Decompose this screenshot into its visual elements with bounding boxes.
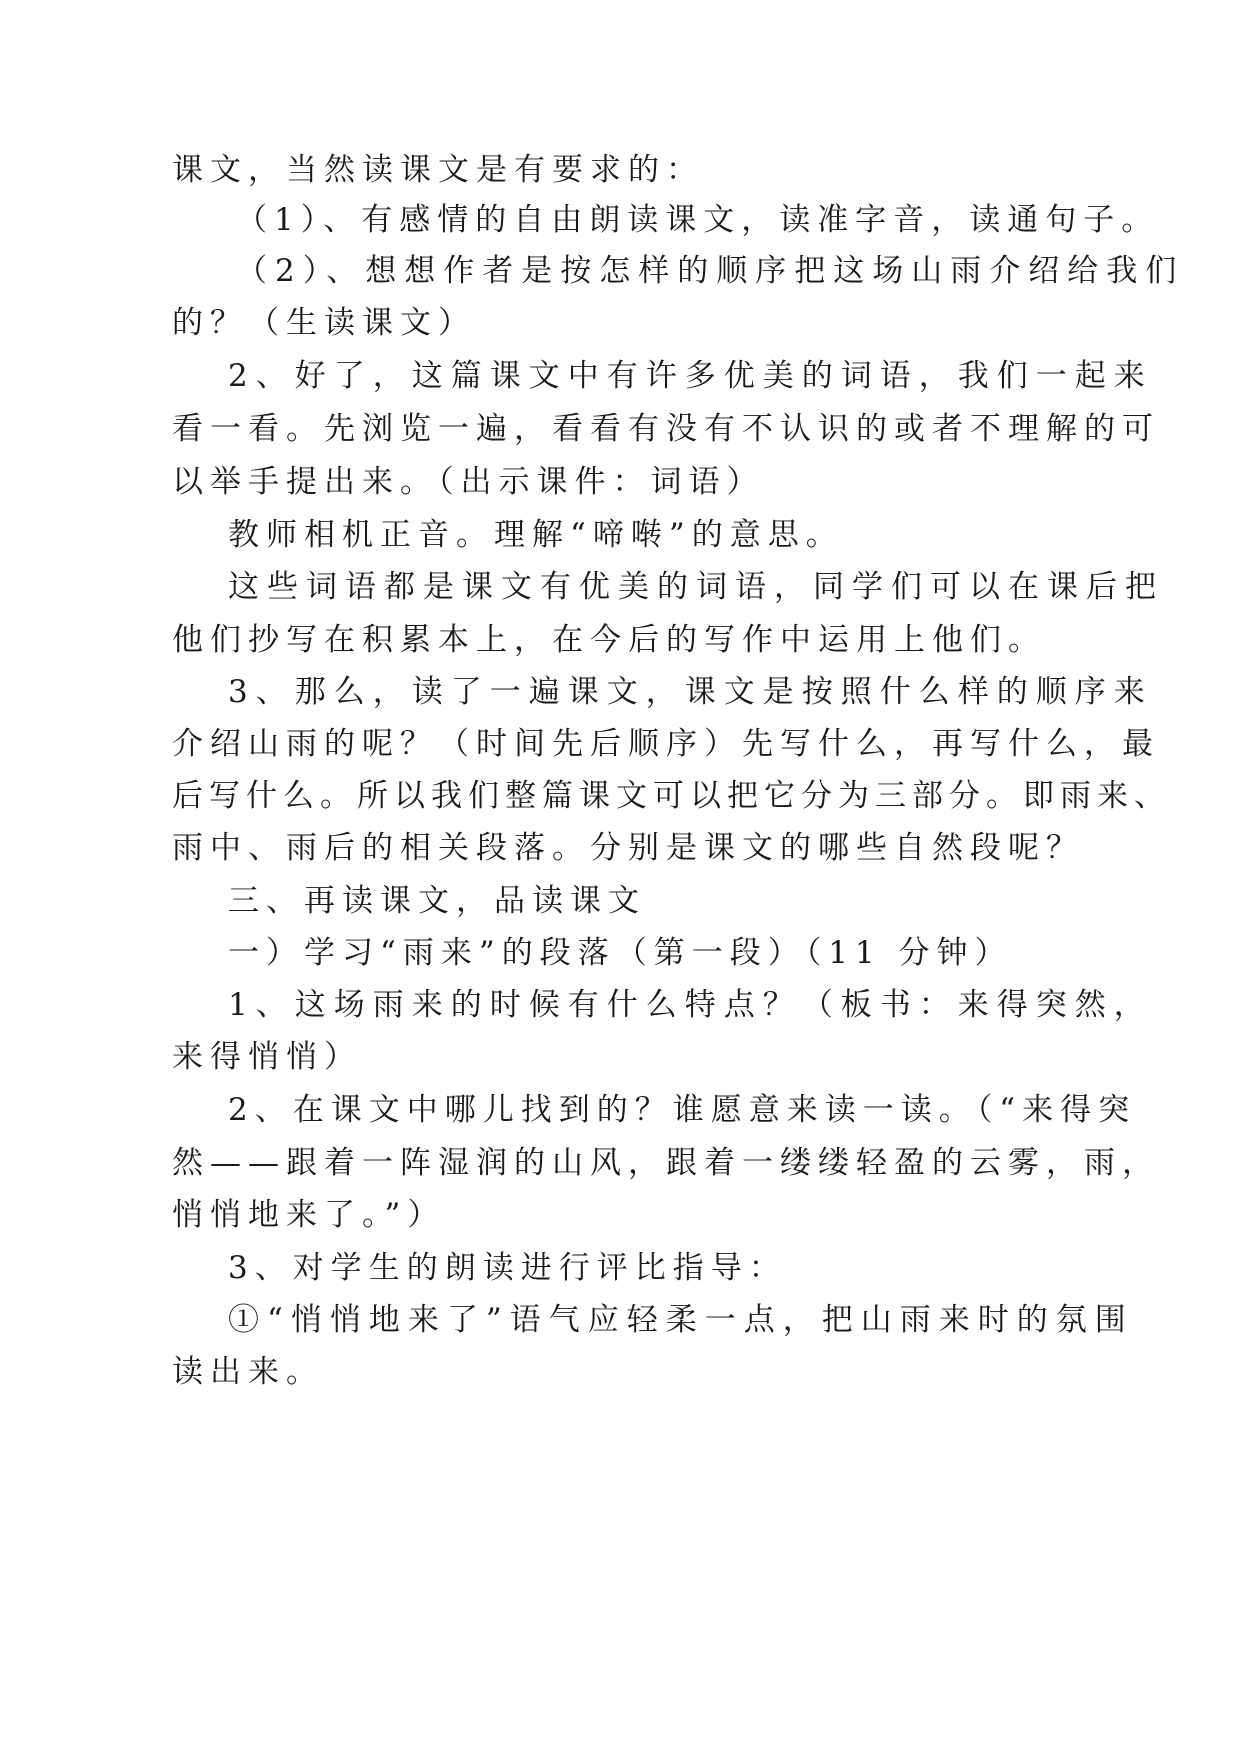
- text-line-7: 以举手提出来。（出示课件：词语）: [172, 464, 765, 500]
- text-line-10: 他们抄写在积累本上，在今后的写作中运用上他们。: [172, 622, 1046, 658]
- text-line-15: 三、再读课文，品读课文: [228, 883, 646, 919]
- text-line-16: 一）学习“雨来”的段落（第一段）（11 分钟）: [228, 935, 1013, 971]
- text-line-22: 3、对学生的朗读进行评比指导：: [228, 1250, 787, 1286]
- text-line-5: 2、好了，这篇课文中有许多优美的词语，我们一起来: [228, 358, 1153, 394]
- text-line-11: 3、那么，读了一遍课文，课文是按照什么样的顺序来: [228, 674, 1153, 710]
- text-line-9: 这些词语都是课文有优美的词语，同学们可以在课后把: [228, 569, 1164, 605]
- text-line-18: 来得悄悄）: [172, 1039, 362, 1075]
- text-line-19: 2、在课文中哪儿找到的？谁愿意来读一读。（“来得突: [228, 1092, 1137, 1128]
- text-line-4: 的？（生读课文）: [172, 305, 476, 341]
- text-line-17: 1、这场雨来的时候有什么特点？（板书：来得突然，: [228, 987, 1153, 1023]
- text-line-21: 悄悄地来了。”）: [172, 1197, 446, 1233]
- text-line-12: 介绍山雨的呢？（时间先后顺序）先写什么，再写什么，最: [172, 726, 1160, 762]
- text-line-6: 看一看。先浏览一遍，看看有没有不认识的或者不理解的可: [172, 411, 1160, 447]
- text-line-8: 教师相机正音。理解“啼啭”的意思。: [228, 517, 844, 553]
- text-line-14: 雨中、雨后的相关段落。分别是课文的哪些自然段呢？: [172, 830, 1084, 866]
- text-line-3: （2）、想想作者是按怎样的顺序把这场山雨介绍给我们: [236, 253, 1185, 289]
- text-line-2: （1）、有感情的自由朗读课文，读准字音，读通句子。: [236, 202, 1160, 238]
- text-line-20: 然——跟着一阵湿润的山风，跟着一缕缕轻盈的云雾，雨，: [172, 1145, 1160, 1181]
- text-line-1: 课文，当然读课文是有要求的：: [172, 152, 704, 188]
- text-line-24: 读出来。: [172, 1354, 324, 1390]
- text-line-13: 后写什么。所以我们整篇课文可以把它分为三部分。即雨来、: [172, 778, 1171, 814]
- text-line-23: ①“悄悄地来了”语气应轻柔一点，把山雨来时的氛围: [228, 1302, 1134, 1338]
